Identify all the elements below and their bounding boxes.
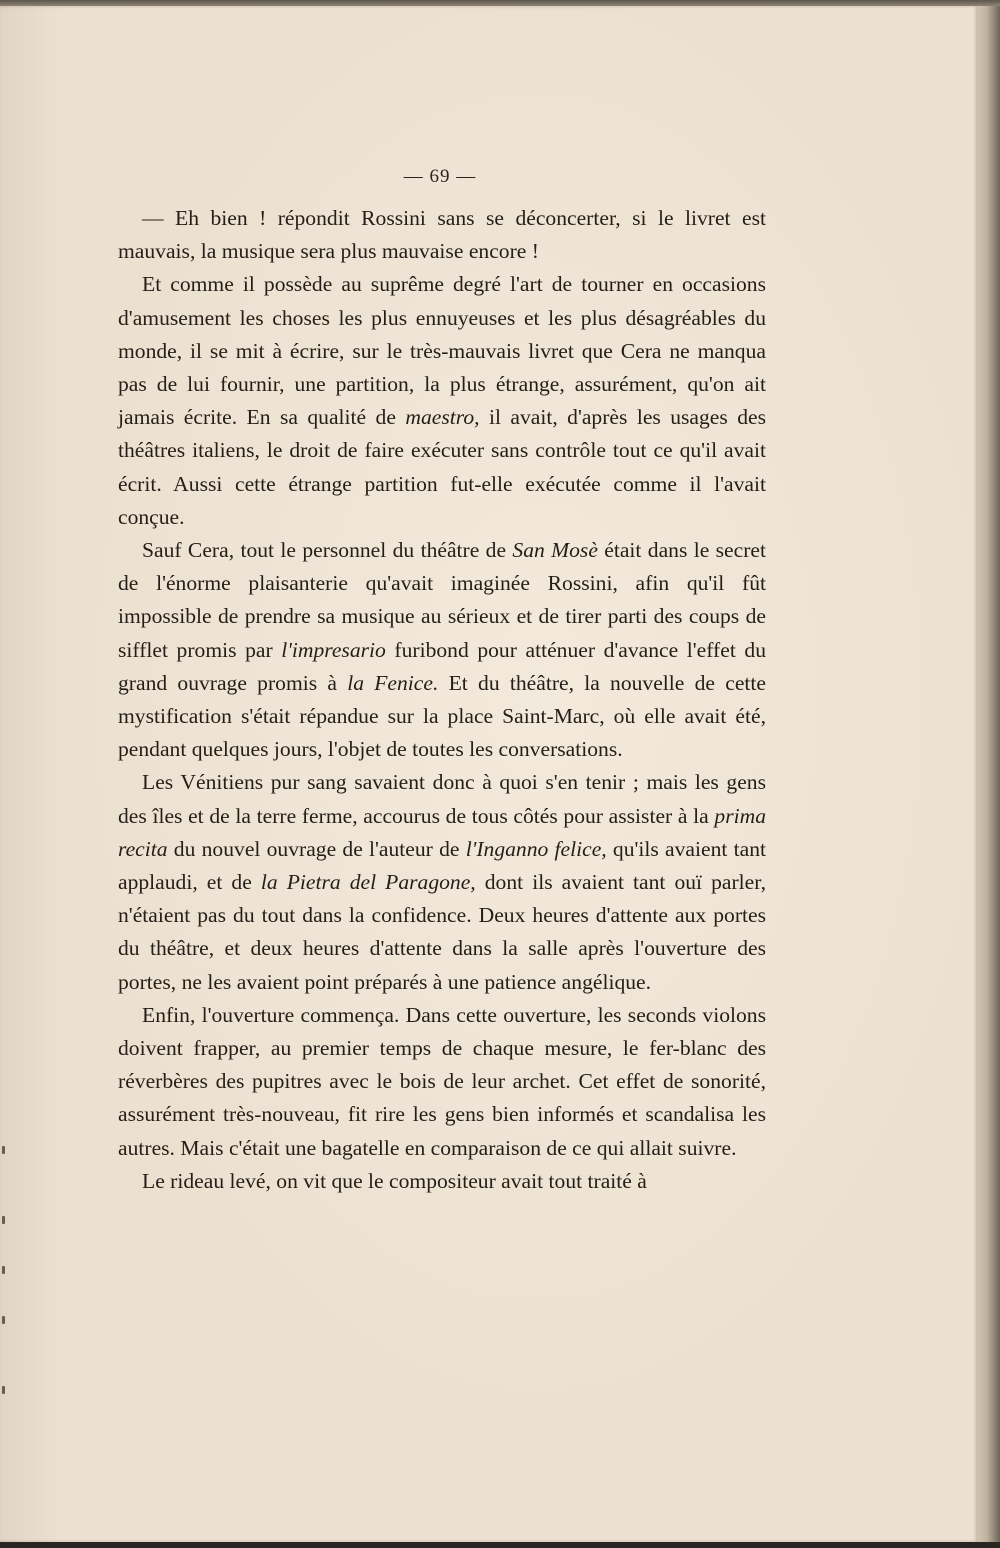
- page-edge: [978, 6, 1000, 1542]
- text-run: il avait, d'après les usages des théâtres italiens, le droit de faire exécuter sans contrôle tout ce qu'il avait écrit. Aussi cette étrange partition fut-elle exécutée comme il l'avait conçue.: [118, 405, 766, 529]
- body-text: [118, 202, 766, 1198]
- paragraph: [118, 534, 766, 766]
- text-run: — Eh bien ! répondit Rossini sans se déconcerter, si le livret est mauvais, la musique sera plus mauvaise encore !: [118, 206, 766, 264]
- italic-phrase: l'Inganno felice,: [465, 836, 607, 861]
- text-run: Le rideau levé, on vit que le compositeur avait tout traité à: [142, 1168, 647, 1193]
- text-run: Enfin, l'ouverture commença. Dans cette ouverture, les seconds violons doivent frapper, au premier temps de chaque mesure, le fer-blanc des réverbères des pupitres avec le bois de leur archet. Cet effet de sonorité, assurément très-nouveau, fit rire les gens bien informés et scandalisa les autres. Mais c'était une bagatelle en comparaison de ce qui allait suivre.: [118, 1002, 766, 1160]
- italic-phrase: prima recita: [118, 803, 766, 861]
- italic-phrase: l'impresario: [281, 637, 386, 662]
- gutter-marks: [2, 1146, 10, 1396]
- paragraph: [118, 999, 766, 1165]
- text-run: qu'ils avaient tant applaudi, et de: [118, 836, 767, 895]
- italic-phrase: San Mosè: [512, 538, 598, 563]
- text-run: Sauf Cera, tout le personnel du théâtre de: [142, 538, 513, 563]
- paragraph: [118, 766, 766, 998]
- italic-phrase: la Fenice.: [347, 670, 439, 695]
- text-run: était dans le secret de l'énorme plaisanterie qu'avait imaginée Rossini, afin qu'il fût impossible de prendre sa musique au sérieux et de tirer parti des coups de sifflet promis par: [118, 538, 766, 662]
- text-run: dont ils avaient tant ouï parler, n'étaient pas du tout dans la confidence. Deux heures d'attente aux portes du théâtre, et deux heures d'attente dans la salle après l'ouverture des portes, ne les avaient point préparés à une patience angélique.: [118, 870, 766, 994]
- italic-phrase: maestro,: [405, 405, 480, 430]
- paragraph: [118, 268, 766, 534]
- text-run: furibond pour atténuer d'avance l'effet du grand ouvrage promis à: [118, 637, 766, 695]
- text-run: Les Vénitiens pur sang savaient donc à quoi s'en tenir ; mais les gens des îles et de la terre ferme, accourus de tous côtés pour assister à la: [118, 770, 766, 828]
- italic-phrase: la Pietra del Paragone,: [260, 870, 476, 895]
- text-run: Et comme il possède au suprême degré l'art de tourner en occasions d'amusement les choses les plus ennuyeuses et les plus désagréables du monde, il se mit à écrire, sur le très-mauvais livret que Cera ne manqua pas de lui fournir, une partition, la plus étrange, assurément, qu'on ait jamais écrite. En sa qualité de: [118, 272, 766, 430]
- text-run: Et du théâtre, la nouvelle de cette mystification s'était répandue sur la place Saint-Marc, où elle avait été, pendant quelques jours, l'objet de toutes les conversations.: [118, 670, 766, 762]
- book-page: [0, 6, 978, 1542]
- paragraph: [118, 1165, 766, 1198]
- paragraph: [118, 202, 766, 268]
- page-number: — 69 —: [403, 166, 477, 187]
- text-run: du nouvel ouvrage de l'auteur de: [167, 836, 466, 861]
